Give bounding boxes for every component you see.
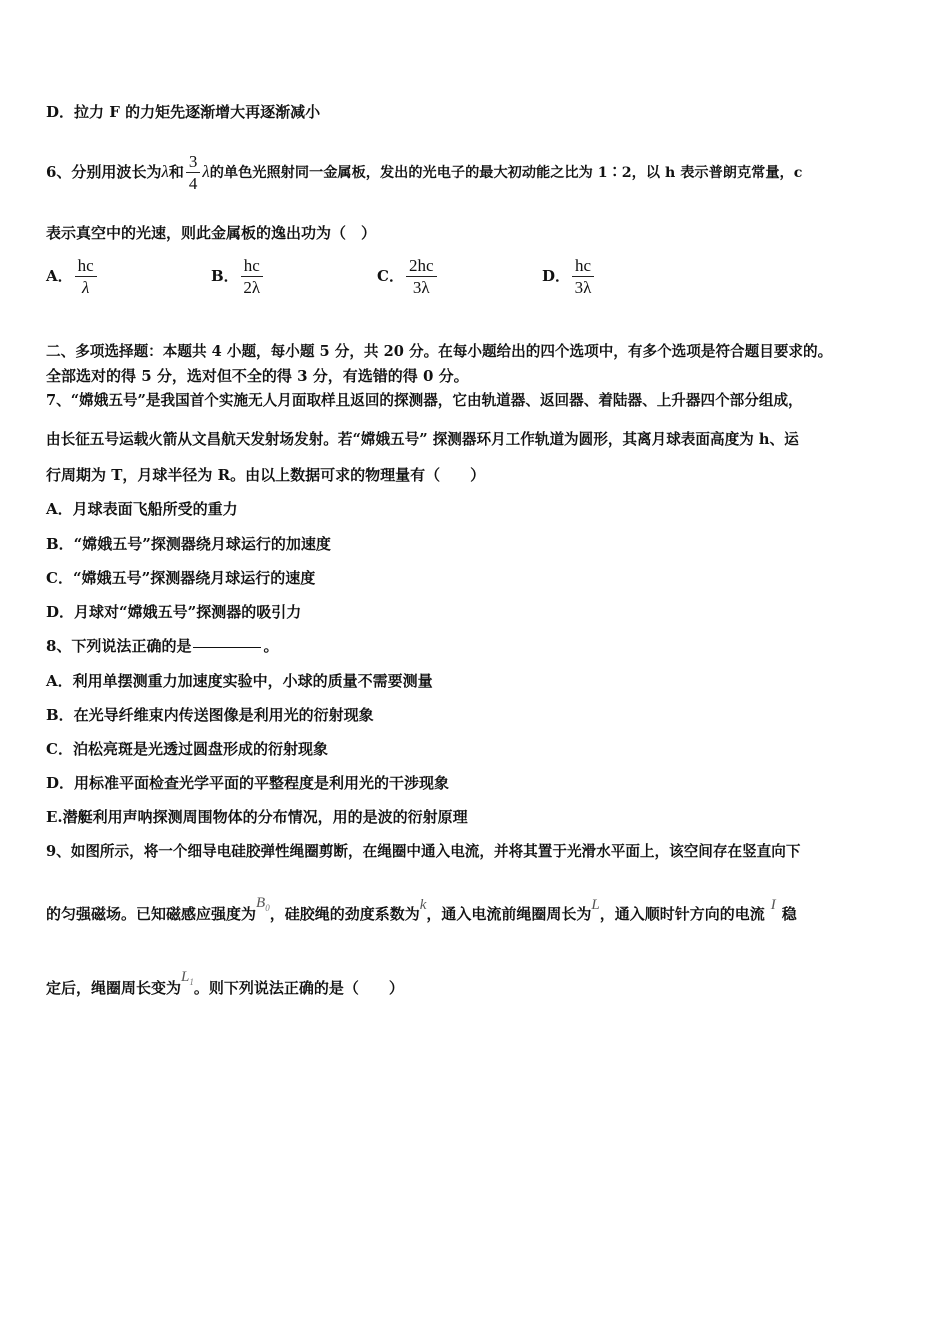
q7-stem-line3: 行周期为 T，月球半径为 R。由以上数据可求的物理量有（ ） [46,466,486,484]
q6-option-d-fraction: $\frac{hc}{3\lambda}$ [572,257,594,297]
i-symbol: I [770,897,776,913]
q6-option-c: C． $\frac{2hc}{3\lambda}$ [377,257,439,297]
section2-heading-line2: 全部选对的得 5 分，选对但不全的得 3 分，有选错的得 0 分。 [46,367,469,385]
answer-blank [193,647,261,648]
q7-option-a: A．月球表面飞船所受的重力 [46,500,238,518]
b0-symbol: $B_0$ [256,895,270,913]
q6-option-d: D． $\frac{hc}{3\lambda}$ [542,257,596,297]
q8-option-b: B．在光导纤维束内传送图像是利用光的衍射现象 [46,706,374,724]
q9-stem-line3: 定后，绳圈周长变为$L_1$。则下列说法正确的是（ ） [46,969,404,997]
q6-text-b: 的单色光照射同一金属板，发出的光电子的最大初动能之比为 1∶2，以 h 表示普朗克常量，c [209,165,803,181]
section2-heading-line1: 二、多项选择题：本题共 4 小题，每小题 5 分，共 20 分。在每小题给出的四个选项中，有多个选项是符合题目要求的。 [46,343,833,360]
lambda-symbol-2: λ [202,162,210,181]
q8-option-a: A．利用单摆测重力加速度实验中，小球的质量不需要测量 [46,672,433,690]
k-symbol: k [419,897,427,913]
q6-text-a: 6、分别用波长为 [46,163,162,181]
q6-option-a: A． $\frac{hc}{\lambda}$ [46,257,99,297]
lambda-symbol: λ [161,162,169,181]
q7-stem-line2: 由长征五号运载火箭从文昌航天发射场发射。若“嫦娥五号” 探测器环月工作轨道为圆形，其离月球表面高度为 h、运 [46,431,799,448]
q7-option-d: D．月球对“嫦娥五号”探测器的吸引力 [46,603,302,621]
l1-symbol: $L_1$ [181,969,194,987]
q6-option-b: B． $\frac{hc}{2\lambda}$ [211,257,265,297]
q9-stem-line2: 的匀强磁场。已知磁感应强度为$B_0$，硅胶绳的劲度系数为k，通入电流前绳圈周长为L，通入顺时针方向的电流 I 稳 [46,895,797,923]
q6-stem-line1 [46,144,802,201]
q8-stem: 8、下列说法正确的是 。 [46,637,279,655]
q6-option-b-fraction: $\frac{hc}{2\lambda}$ [241,257,263,297]
q8-option-e: E.潜艇利用声呐探测周围物体的分布情况，用的是波的衍射原理 [46,808,468,826]
q7-stem-line1: 7、“嫦娥五号”是我国首个实施无人月面取样且返回的探测器，它由轨道器、返回器、着陆器、上升器四个部分组成， [46,392,803,409]
q8-option-c: C．泊松亮斑是光透过圆盘形成的衍射现象 [46,740,328,758]
l-symbol: L [591,897,600,913]
q6-option-a-fraction: $\frac{hc}{\lambda}$ [75,257,97,297]
three-quarters-fraction: $\frac{3}{4}$ [186,153,201,193]
q6-stem-line2: 表示真空中的光速，则此金属板的逸出功为（ ） [46,224,377,242]
q6-option-c-fraction: $\frac{2hc}{3\lambda}$ [406,257,437,297]
q7-option-c: C．“嫦娥五号”探测器绕月球运行的速度 [46,569,316,587]
q6-text-he: 和 [168,163,184,181]
q9-stem-line1: 9、如图所示，将一个细导电硅胶弹性绳圈剪断，在绳圈中通入电流，并将其置于光滑水平面上，该空间存在竖直向下 [46,843,801,860]
q7-option-b: B．“嫦娥五号”探测器绕月球运行的加速度 [46,535,331,553]
q5-option-d: D．拉力 F 的力矩先逐渐增大再逐渐减小 [46,103,321,121]
q8-option-d: D．用标准平面检查光学平面的平整程度是利用光的干涉现象 [46,774,450,792]
